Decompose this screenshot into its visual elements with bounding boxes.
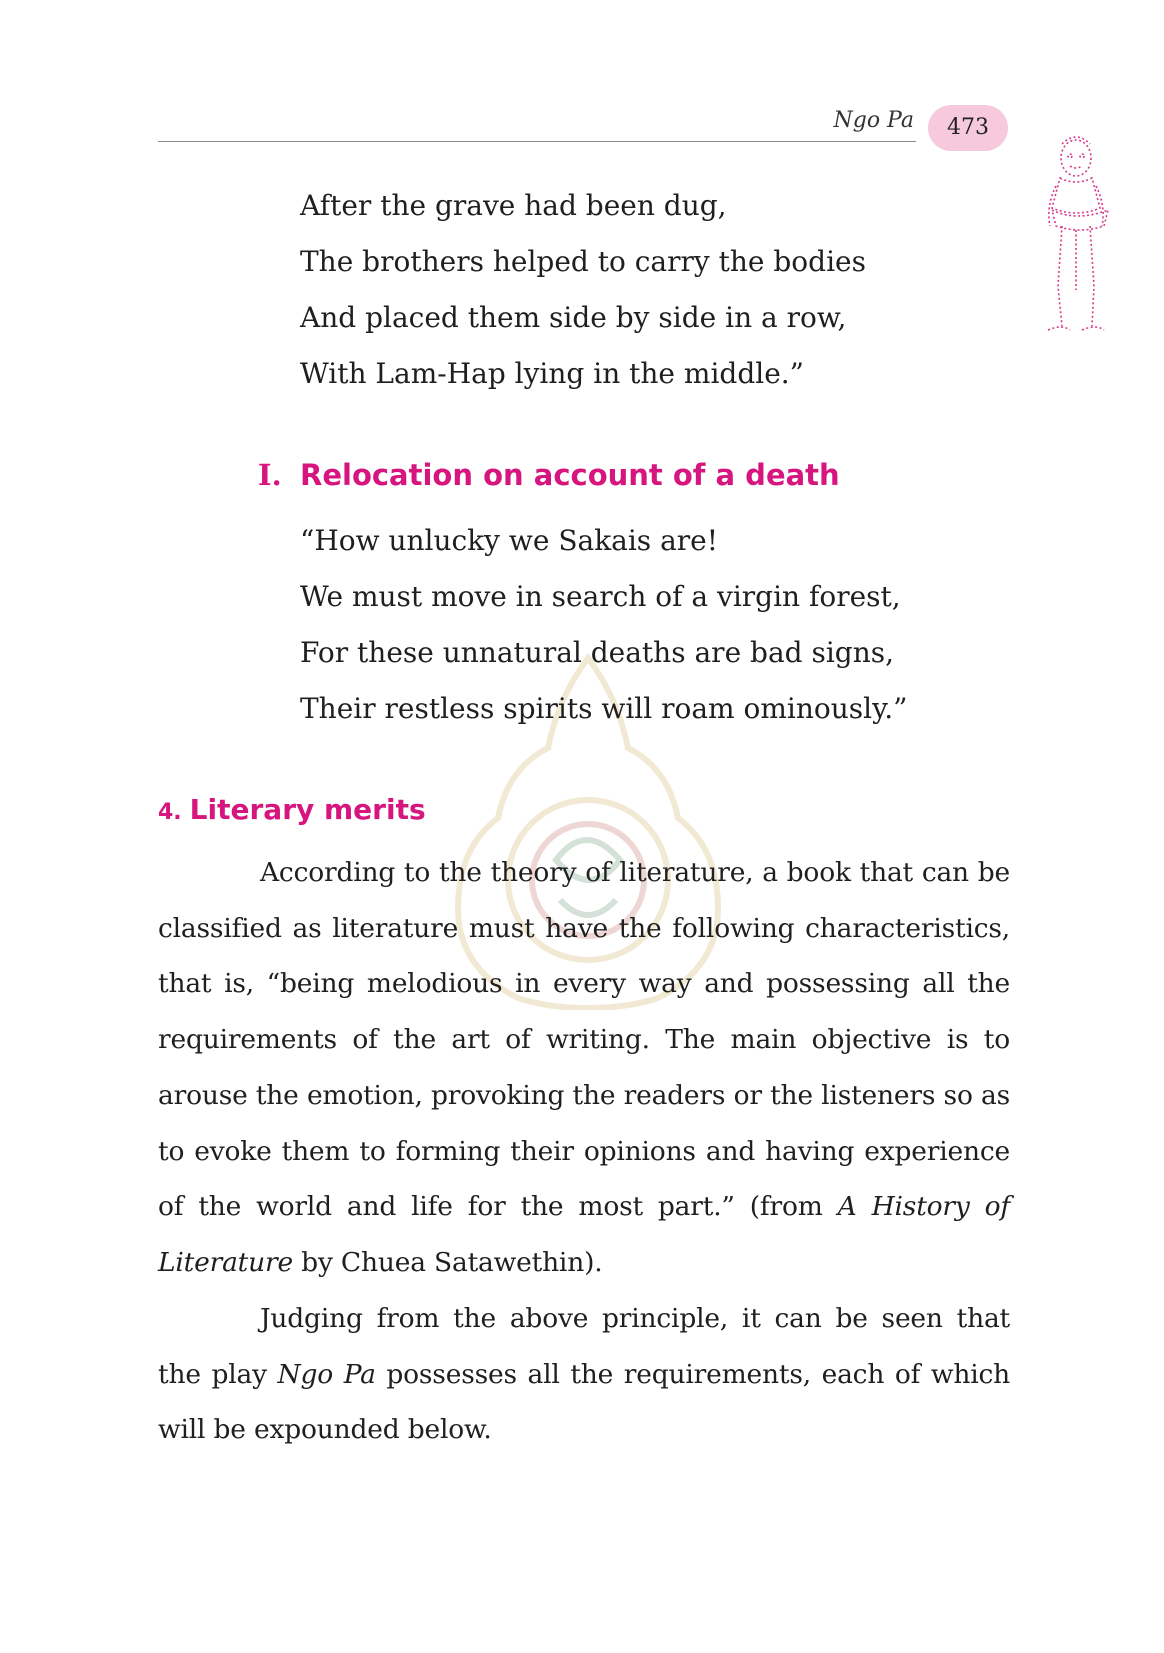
subsection-title: Relocation on account of a death [300,458,840,492]
verse-stanza-1 [300,178,866,402]
verse-line: And placed them side by side in a row, [300,301,847,334]
paragraph-principle [158,1291,1010,1458]
verse-line: For these unnatural deaths are bad signs, [300,636,895,669]
paragraph-text: possesses all the requirements, each of which will be expounded below. [158,1358,1010,1446]
verse-line: We must move in search of a virgin forest, [300,580,901,613]
book-title: A History of Literature [158,1191,1010,1278]
section-number: 4. [158,800,182,825]
verse-line: “How unlucky we Sakais are! [300,524,718,557]
character-figure-icon [1040,130,1120,345]
paragraph-text: Judging from the above principle, it can be seen that the play [158,1303,1010,1390]
section-heading [158,793,426,826]
header-rule [158,141,916,142]
verse-line: Their restless spirits will roam ominously.” [300,692,908,725]
verse-stanza-2 [300,513,907,737]
running-head: Ngo Pa [833,108,914,133]
verse-line: With Lam-Hap lying in the middle.” [300,357,804,390]
page-number-badge: 473 [928,105,1008,151]
subsection-heading [258,458,840,492]
subsection-label: I. [258,458,282,492]
paragraph-literary-theory [158,845,1010,1291]
play-title: Ngo Pa [277,1358,376,1390]
paragraph-text: by Chuea Satawethin). [292,1246,603,1278]
verse-line: The brothers helped to carry the bodies [300,245,866,278]
section-title: Literary merits [189,793,426,826]
paragraph-text: According to the theory of literature, a book that can be classified as literature must have the following characteristics, that is, “being melodious in every way and possessing all the requirements of the art of writing. The main objective is to arouse the emotion, provoking the readers or the listeners so as to evoke them to forming their opinions and having experience of the world and life for the most part.” (from [158,857,1010,1223]
verse-line: After the grave had been dug, [300,189,727,222]
